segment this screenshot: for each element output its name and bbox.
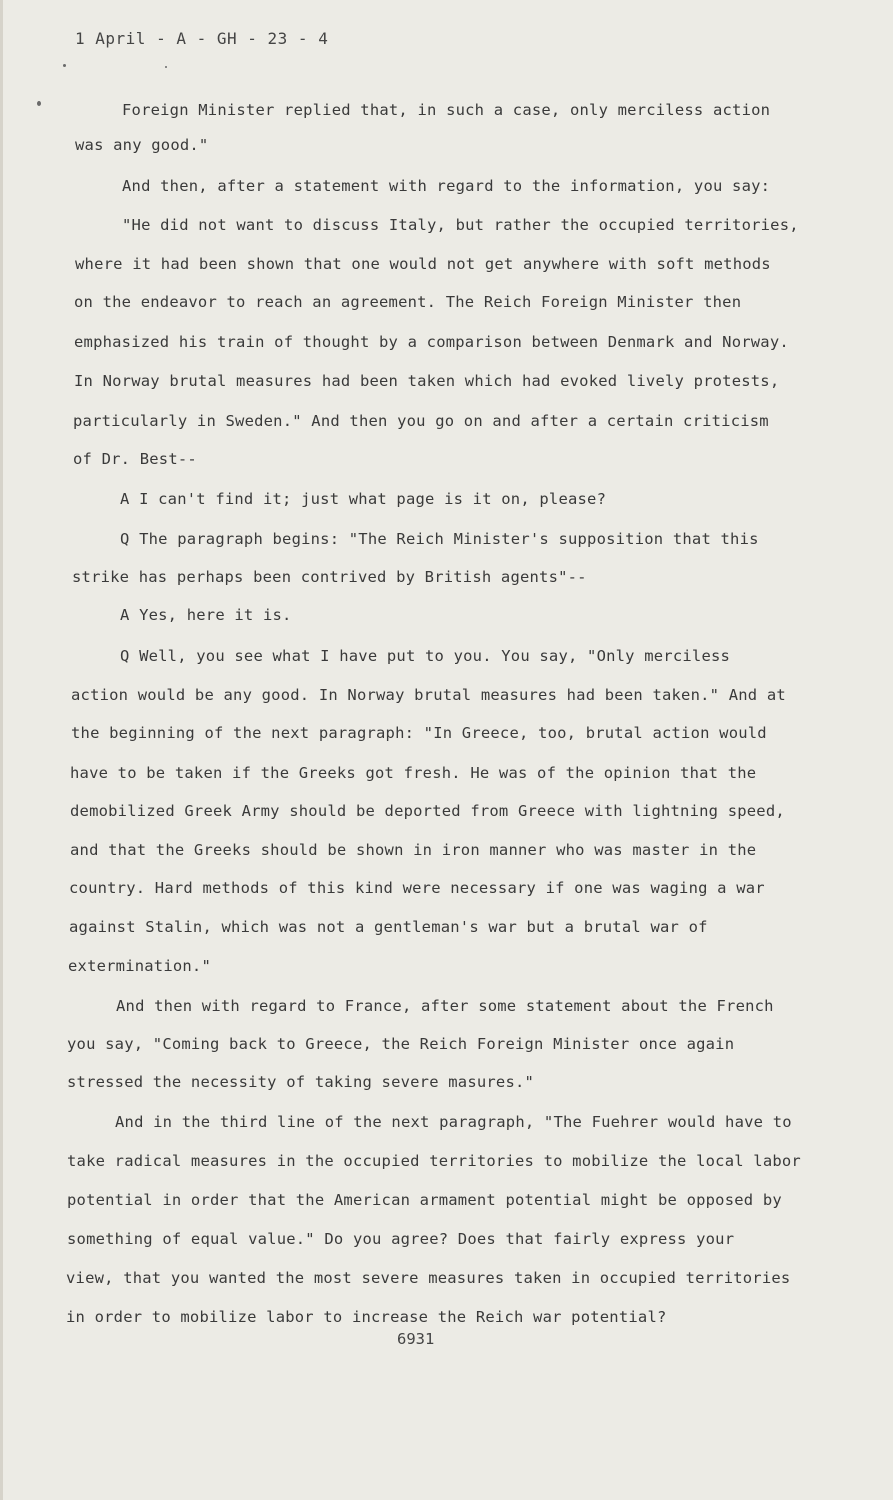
margin-mark <box>63 64 66 67</box>
text-line: Foreign Minister replied that, in such a case, only merciless action <box>122 101 771 119</box>
text-line: take radical measures in the occupied territories to mobilize the local labor <box>67 1152 801 1170</box>
question-line: Q The paragraph begins: "The Reich Minister's supposition that this <box>120 530 759 548</box>
text-line: where it had been shown that one would not get anywhere with soft methods <box>75 255 771 273</box>
text-line: of Dr. Best-- <box>73 450 197 468</box>
text-line: action would be any good. In Norway brutal measures had been taken." And at <box>71 686 786 704</box>
text-line: potential in order that the American armament potential might be opposed by <box>67 1191 782 1209</box>
text-line: extermination." <box>68 957 211 975</box>
text-line: against Stalin, which was not a gentleman's war but a brutal war of <box>69 918 708 936</box>
answer-line: A I can't find it; just what page is it on, please? <box>120 490 607 508</box>
text-line: and that the Greeks should be shown in iron manner who was master in the <box>70 841 757 859</box>
page-number: 6931 <box>397 1330 435 1348</box>
text-line: And then, after a statement with regard to the information, you say: <box>122 177 771 195</box>
text-line: particularly in Sweden." And then you go on and after a certain criticism <box>73 412 769 430</box>
text-line: you say, "Coming back to Greece, the Reich Foreign Minister once again <box>67 1035 735 1053</box>
text-line: was any good." <box>75 136 209 154</box>
text-line: And in the third line of the next paragraph, "The Fuehrer would have to <box>115 1113 792 1131</box>
text-line: view, that you wanted the most severe measures taken in occupied territories <box>66 1269 791 1287</box>
text-line: in order to mobilize labor to increase the Reich war potential? <box>66 1308 667 1326</box>
text-line: demobilized Greek Army should be deported from Greece with lightning speed, <box>70 802 785 820</box>
answer-line: A Yes, here it is. <box>120 606 292 624</box>
text-line: something of equal value." Do you agree? Does that fairly express your <box>67 1230 735 1248</box>
text-line: have to be taken if the Greeks got fresh. He was of the opinion that the <box>70 764 757 782</box>
text-line: the beginning of the next paragraph: "In Greece, too, brutal action would <box>71 724 767 742</box>
text-line: In Norway brutal measures had been taken which had evoked lively protests, <box>74 372 780 390</box>
text-line: country. Hard methods of this kind were necessary if one was waging a war <box>69 879 765 897</box>
text-line: And then with regard to France, after some statement about the French <box>116 997 774 1015</box>
text-line: stressed the necessity of taking severe masures." <box>67 1073 535 1091</box>
margin-mark <box>37 101 41 106</box>
question-line: Q Well, you see what I have put to you. You say, "Only merciless <box>120 647 731 665</box>
document-header: 1 April - A - GH - 23 - 4 <box>75 29 329 48</box>
margin-mark <box>165 66 167 68</box>
text-line: strike has perhaps been contrived by British agents"-- <box>72 568 587 586</box>
text-line: emphasized his train of thought by a comparison between Denmark and Norway. <box>74 333 789 351</box>
text-line: "He did not want to discuss Italy, but rather the occupied territories, <box>122 216 799 234</box>
text-line: on the endeavor to reach an agreement. The Reich Foreign Minister then <box>74 293 742 311</box>
